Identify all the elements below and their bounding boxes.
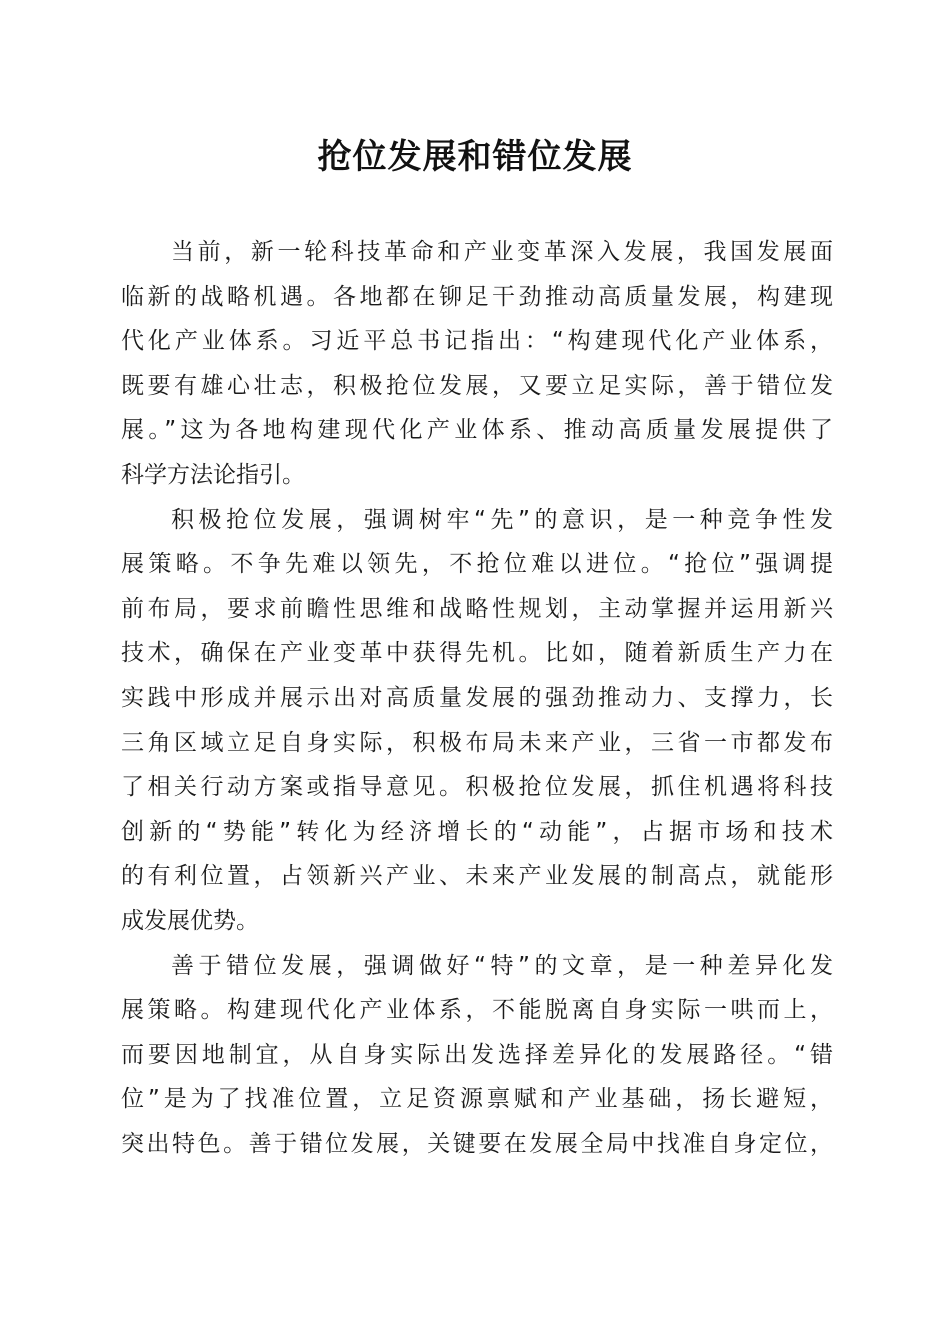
paragraph-3-line-5: 突出特色。善于错位发展，关键要在发展全局中找准自身定位， <box>121 1130 833 1157</box>
paragraph-3-line-3: 而要因地制宜，从自身实际出发选择差异化的发展路径。“错 <box>121 1041 833 1068</box>
paragraph-3-line-4: 位”是为了找准位置，立足资源禀赋和产业基础，扬长避短， <box>121 1086 833 1113</box>
paragraph-2-line-10: 成发展优势。 <box>121 907 259 934</box>
paragraph-1-line-3: 代化产业体系。习近平总书记指出：“构建现代化产业体系， <box>121 328 833 355</box>
document-title: 抢位发展和错位发展 <box>317 137 633 177</box>
paragraph-2-line-9: 的有利位置，占领新兴产业、未来产业发展的制高点，就能形 <box>121 863 833 890</box>
document-body <box>121 230 833 1166</box>
paragraph-2-line-7: 了相关行动方案或指导意见。积极抢位发展，抓住机遇将科技 <box>121 774 833 801</box>
paragraph-1-line-2: 临新的战略机遇。各地都在铆足干劲推动高质量发展，构建现 <box>121 283 833 310</box>
paragraph-2-line-8: 创新的“势能”转化为经济增长的“动能”，占据市场和技术 <box>121 818 833 845</box>
paragraph-2-line-5: 实践中形成并展示出对高质量发展的强劲推动力、支撑力，长 <box>121 684 833 711</box>
paragraph-1-line-4: 既要有雄心壮志，积极抢位发展，又要立足实际，善于错位发 <box>121 372 833 399</box>
paragraph-1-line-6: 科学方法论指引。 <box>121 461 305 488</box>
paragraph-2-line-2: 展策略。不争先难以领先，不抢位难以进位。“抢位”强调提 <box>121 551 833 578</box>
paragraph-1-line-1: 当前，新一轮科技革命和产业变革深入发展，我国发展面 <box>171 239 833 265</box>
paragraph-2-line-4: 技术，确保在产业变革中获得先机。比如，随着新质生产力在 <box>121 640 833 667</box>
paragraph-3-line-2: 展策略。构建现代化产业体系，不能脱离自身实际一哄而上， <box>121 997 833 1024</box>
paragraph-2-line-6: 三角区域立足自身实际，积极布局未来产业，三省一市都发布 <box>121 729 833 756</box>
paragraph-2-line-1: 积极抢位发展，强调树牢“先”的意识，是一种竞争性发 <box>171 506 833 533</box>
paragraph-1-line-5: 展。”这为各地构建现代化产业体系、推动高质量发展提供了 <box>121 417 833 444</box>
paragraph-2-line-3: 前布局，要求前瞻性思维和战略性规划，主动掌握并运用新兴 <box>121 595 833 622</box>
paragraph-3-line-1: 善于错位发展，强调做好“特”的文章，是一种差异化发 <box>171 952 833 979</box>
